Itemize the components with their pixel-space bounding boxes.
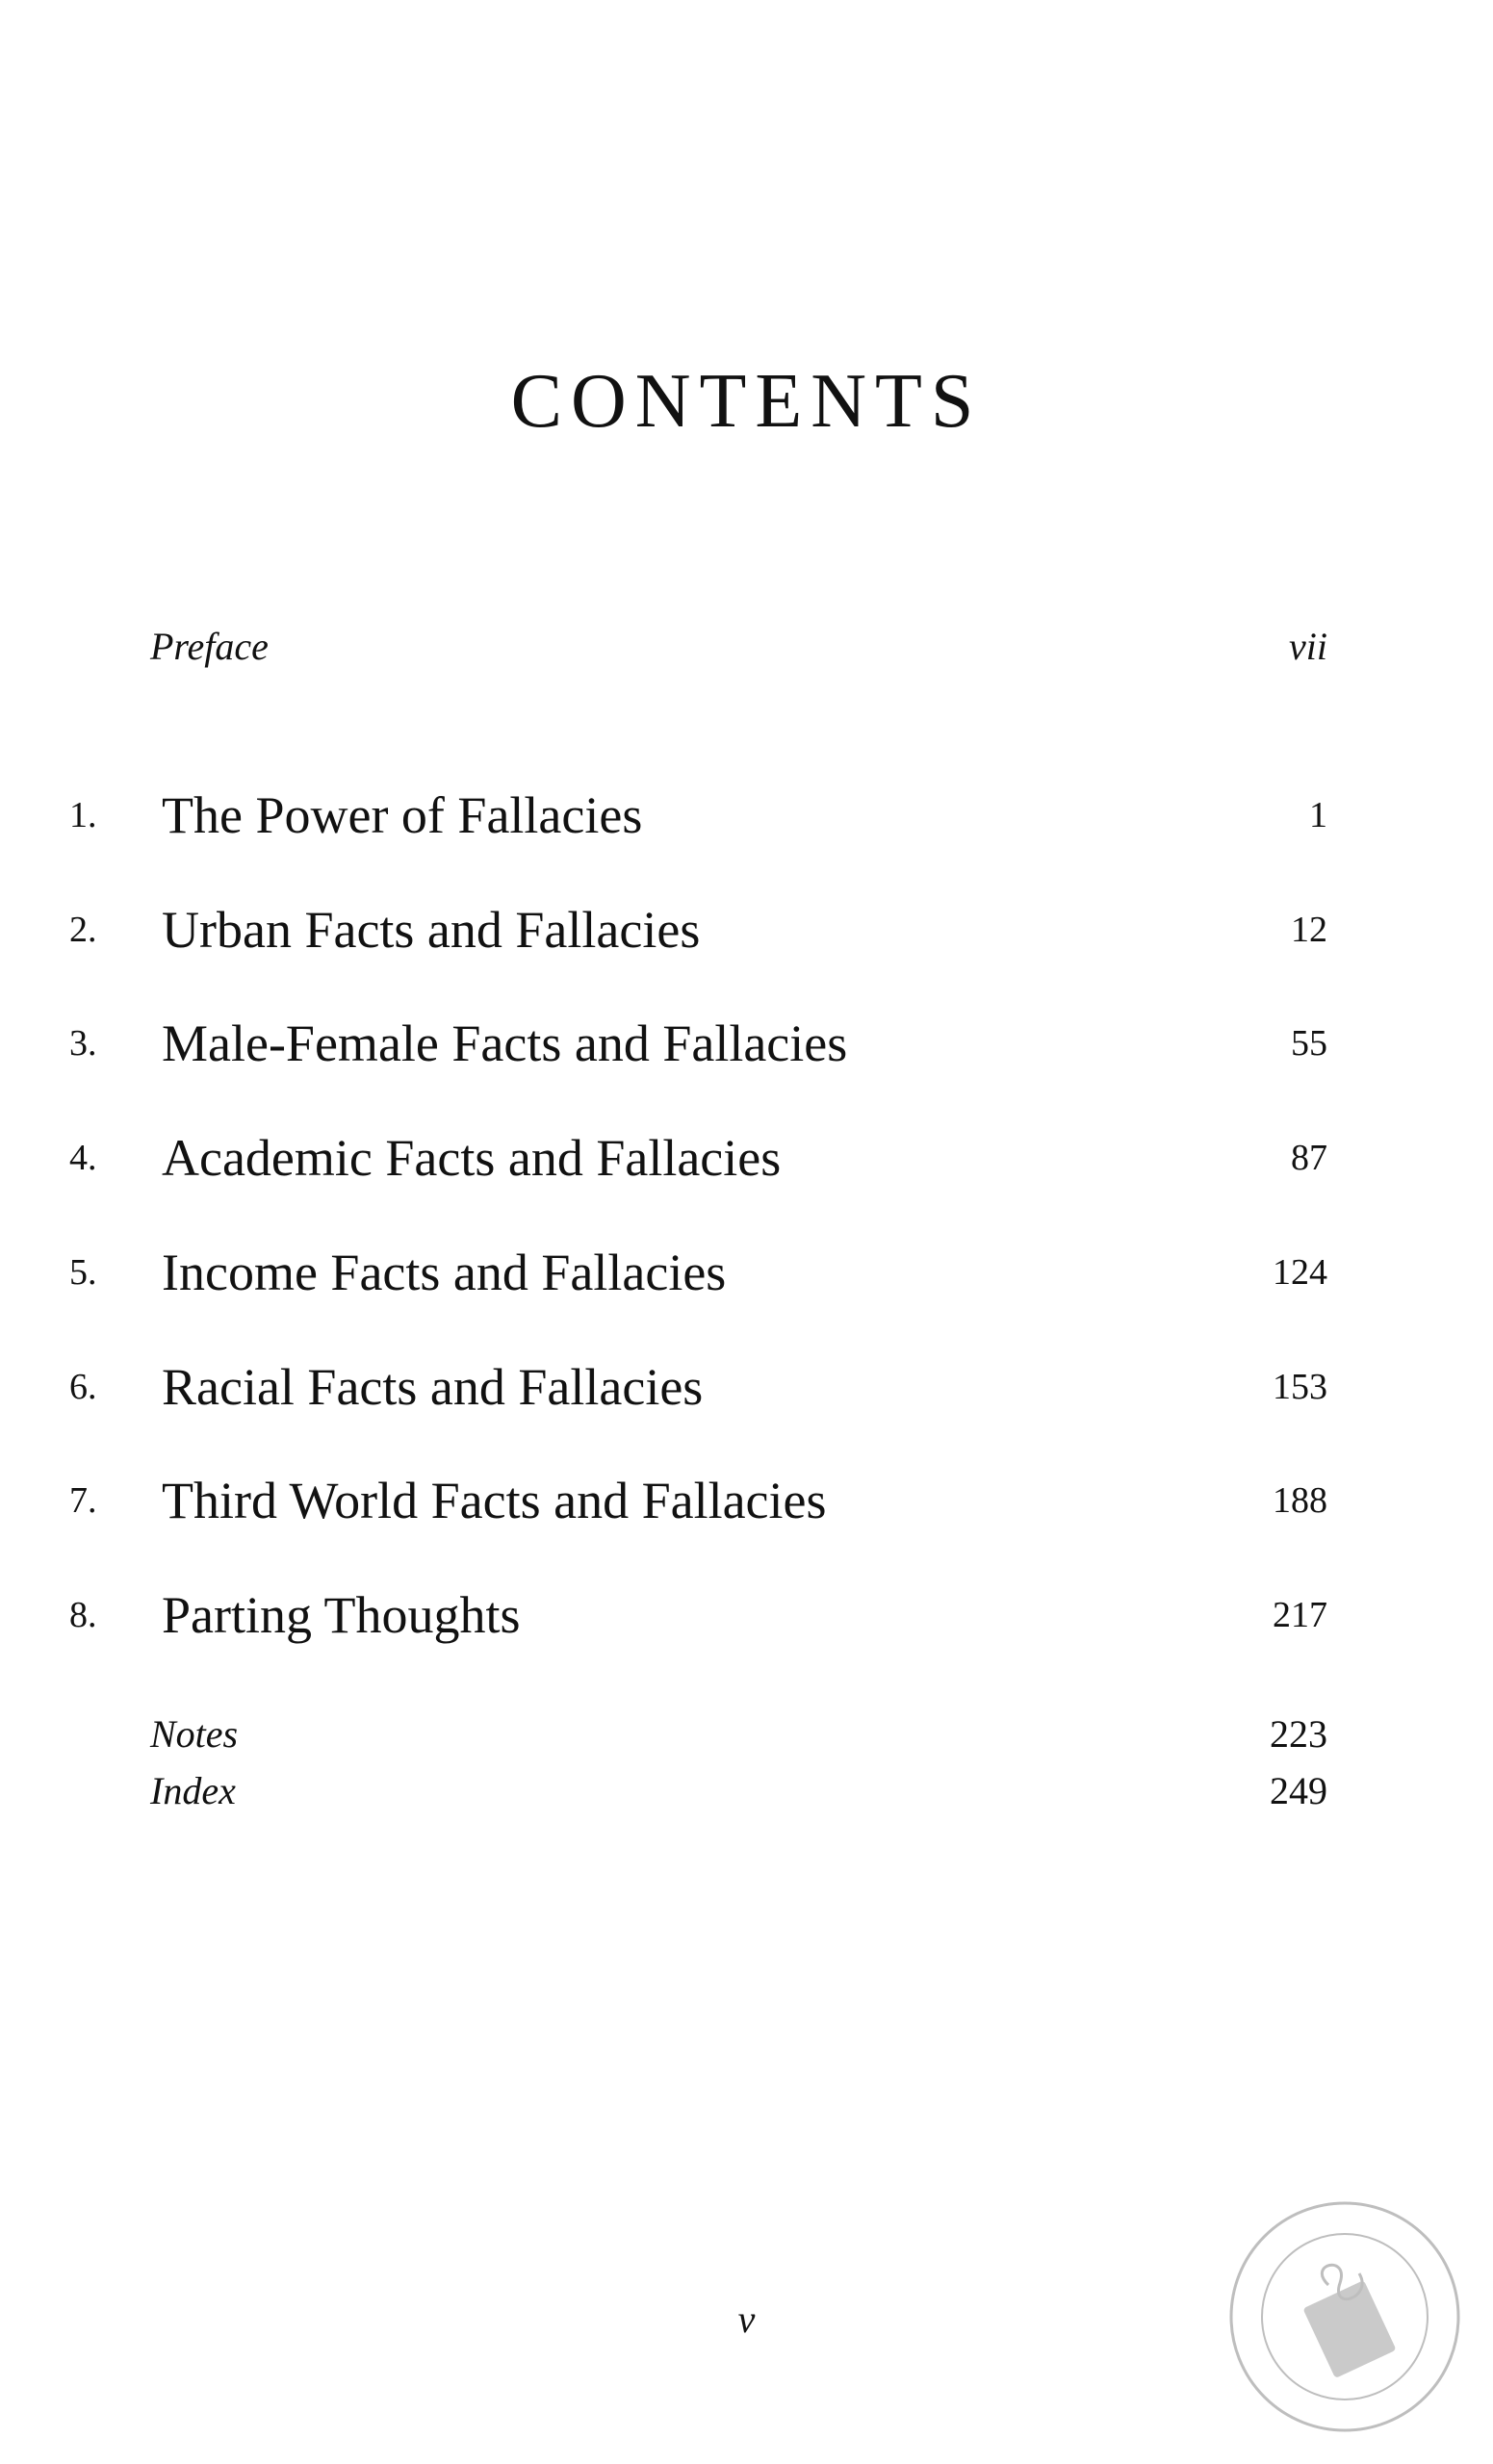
toc-entry-chapter-6[interactable] xyxy=(0,1348,1493,1425)
chapter-page: 188 xyxy=(1273,1480,1327,1521)
book-icon xyxy=(1302,2265,1396,2378)
toc-entry-title: Preface xyxy=(150,625,269,668)
chapter-page: 124 xyxy=(1273,1252,1327,1293)
chapter-number: 7. xyxy=(69,1480,97,1521)
chapter-title: Urban Facts and Fallacies xyxy=(162,901,701,959)
toc-entry-preface[interactable] xyxy=(0,608,1493,685)
chapter-number: 4. xyxy=(69,1138,97,1178)
page-title: CONTENTS xyxy=(510,358,983,444)
toc-entry-chapter-5[interactable] xyxy=(0,1234,1493,1311)
toc-entry-chapter-4[interactable] xyxy=(0,1119,1493,1196)
toc-entry-chapter-3[interactable] xyxy=(0,1005,1493,1082)
chapter-page: 1 xyxy=(1309,795,1327,835)
toc-entry-chapter-8[interactable] xyxy=(0,1577,1493,1654)
toc-entry-page: vii xyxy=(1289,625,1327,668)
toc-entry-chapter-2[interactable] xyxy=(0,891,1493,968)
chapter-title: Male-Female Facts and Fallacies xyxy=(162,1014,848,1072)
chapter-page: 153 xyxy=(1273,1367,1327,1407)
chapter-page: 55 xyxy=(1291,1023,1327,1064)
toc-entry-page: 249 xyxy=(1270,1769,1327,1812)
toc-entry-page: 223 xyxy=(1270,1712,1327,1756)
chapter-page: 87 xyxy=(1291,1138,1327,1178)
toc-entry-chapter-7[interactable] xyxy=(0,1462,1493,1539)
chapter-number: 1. xyxy=(69,795,97,835)
toc-entry-chapter-1[interactable] xyxy=(0,777,1493,854)
toc-entry-title: Index xyxy=(150,1769,236,1812)
chapter-title: Income Facts and Fallacies xyxy=(162,1244,727,1301)
chapter-number: 8. xyxy=(69,1595,97,1635)
chapter-title: Academic Facts and Fallacies xyxy=(162,1129,782,1187)
chapter-number: 5. xyxy=(69,1252,97,1293)
chapter-title: Parting Thoughts xyxy=(162,1586,521,1644)
chapter-number: 6. xyxy=(69,1367,97,1407)
chapter-title: The Power of Fallacies xyxy=(162,786,643,844)
watermark-stamp xyxy=(1215,2177,1475,2456)
toc-entry-index[interactable] xyxy=(0,1762,1493,1820)
toc-entry-notes[interactable] xyxy=(0,1706,1493,1763)
chapter-page: 12 xyxy=(1291,910,1327,950)
toc-entry-title: Notes xyxy=(150,1712,239,1756)
chapter-number: 2. xyxy=(69,910,97,950)
chapter-title: Third World Facts and Fallacies xyxy=(162,1472,827,1529)
chapter-page: 217 xyxy=(1273,1595,1327,1635)
page-number: v xyxy=(737,2297,756,2341)
chapter-number: 3. xyxy=(69,1023,97,1064)
chapter-title: Racial Facts and Fallacies xyxy=(162,1358,704,1416)
